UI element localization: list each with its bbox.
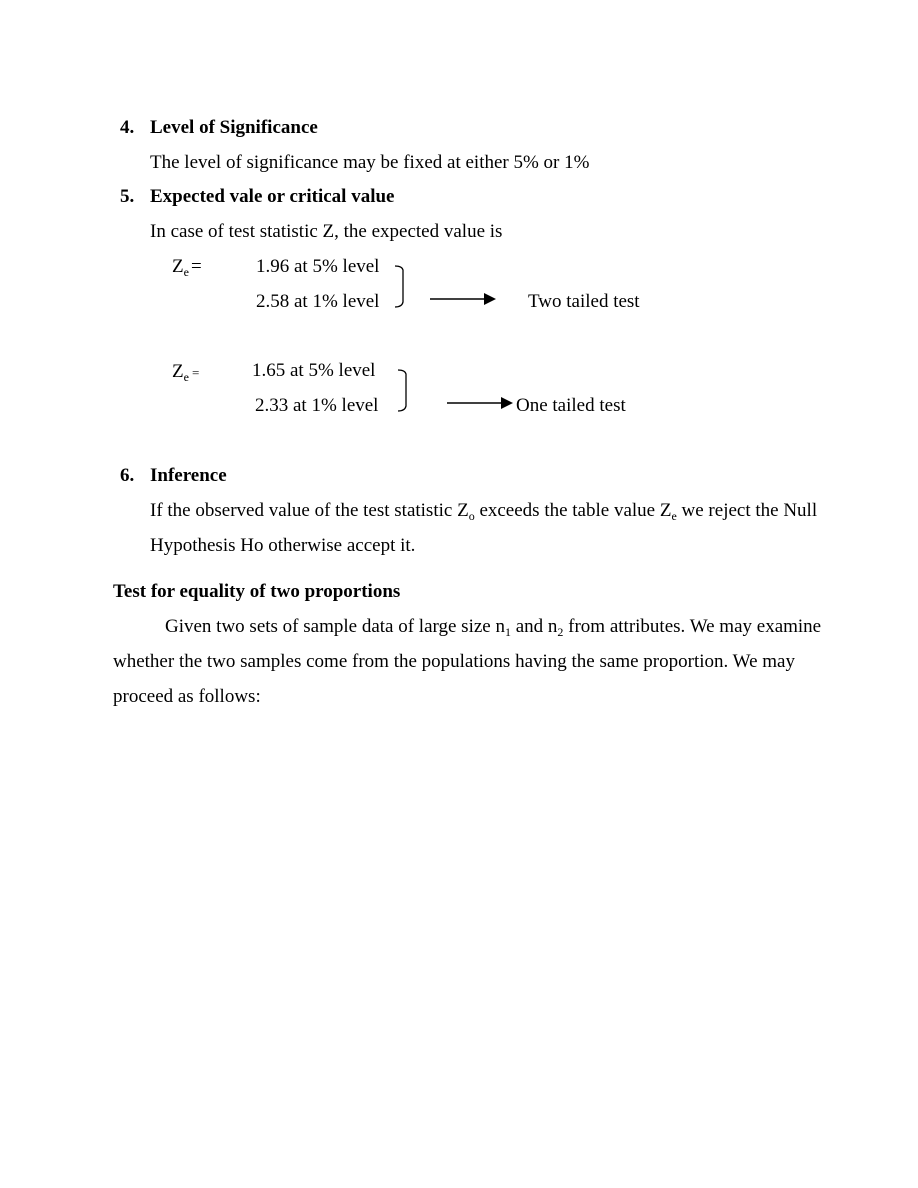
two-tailed-label: Two tailed test <box>528 291 640 312</box>
two-tailed-line-1: 1.96 at 5% level <box>256 256 380 277</box>
one-tailed-line-2: 2.33 at 1% level <box>255 395 379 416</box>
section-5-intro: In case of test statistic Z, the expected value is <box>150 221 503 242</box>
proportions-line-2: whether the two samples come from the populations having the same proportion. We may <box>113 651 795 672</box>
section-6-paragraph-line-1: If the observed value of the test statistic $Z_o$ exceeds the table value $Z_e$ we reject the Null <box>150 500 818 523</box>
section-4-text: The level of significance may be fixed at either 5% or 1% <box>150 152 590 173</box>
proportions-heading: Test for equality of two proportions <box>113 581 401 602</box>
one-tailed-label: One tailed test <box>516 395 626 416</box>
zc-symbol-one-tailed: $Z_e$ = <box>172 361 200 384</box>
section-5-number: 5. <box>120 186 135 207</box>
proportions-line-3: proceed as follows: <box>113 686 261 707</box>
right-brace-icon <box>393 366 417 416</box>
section-5-heading: Expected vale or critical value <box>150 186 395 207</box>
arrow-right-icon <box>447 396 517 410</box>
section-6-paragraph-line-2: Hypothesis Ho otherwise accept it. <box>150 535 416 556</box>
arrow-right-icon <box>430 292 500 306</box>
two-tailed-line-2: 2.58 at 1% level <box>256 291 380 312</box>
zc-symbol-two-tailed: $Z_e$ = <box>172 256 202 279</box>
section-6-number: 6. <box>120 465 135 486</box>
section-6-heading: Inference <box>150 465 227 486</box>
right-brace-icon <box>390 262 414 312</box>
section-4-heading: Level of Significance <box>150 117 318 138</box>
proportions-line-1: Given two sets of sample data of large size $n_1$ and $n_2$ from attributes. We may examine <box>165 616 822 639</box>
one-tailed-line-1: 1.65 at 5% level <box>252 360 376 381</box>
section-4-number: 4. <box>120 117 135 138</box>
